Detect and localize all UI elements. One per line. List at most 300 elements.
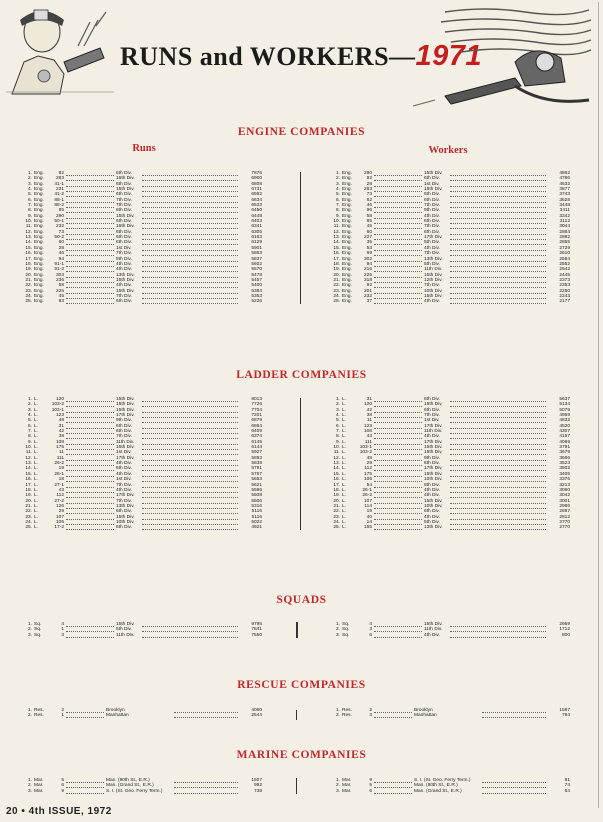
leader-dots [450,240,546,245]
count-cell: 3001 [559,498,570,504]
unit-type-cell: L. [34,487,39,493]
leader-dots [66,214,114,219]
count-cell: 2729 [559,245,570,251]
division-cell: 6th Div. [116,171,132,176]
count-cell: 3213 [559,482,570,488]
leader-dots [142,509,238,514]
unit-type-cell: Eng. [34,187,44,193]
unit-type-cell: Res. [342,708,352,713]
unit-number-cell: 19 [366,509,372,515]
rank-cell: 10. [333,219,340,225]
rank-cell: 13. [25,461,32,467]
unit-number-cell: 2 [61,708,64,713]
leader-dots [174,778,238,783]
division-cell: Brooklyn [106,708,125,713]
leader-dots [66,402,114,407]
leader-dots [66,789,104,794]
unit-type-cell: L. [34,397,39,402]
leader-dots [66,440,114,445]
ladder-companies-heading: LADDER COMPANIES [236,369,367,381]
count-cell: 8013 [251,397,262,402]
leader-dots [374,230,422,235]
leader-dots [374,294,422,299]
leader-dots [142,299,238,304]
division-cell: 15th Div. [116,622,135,627]
count-cell: 6879 [251,418,262,424]
division-cell: 6th Div. [116,208,132,214]
rank-cell: 14. [25,466,32,472]
unit-number-cell: 94 [58,256,64,262]
unit-type-cell: L. [34,402,39,408]
leader-dots [374,413,422,418]
leader-dots [374,445,422,450]
leader-dots [142,488,238,493]
unit-number-cell: 1 [61,627,64,633]
division-cell: 7th Div. [116,197,132,203]
count-cell: 4307 [559,429,570,435]
leader-dots [450,299,546,304]
leader-dots [142,214,238,219]
leader-dots [66,504,114,509]
unit-type-cell: Eng. [34,176,44,182]
leader-dots [142,429,238,434]
unit-number-cell: 58 [366,213,372,219]
leader-dots [374,493,422,498]
leader-dots [66,515,114,520]
leader-dots [450,461,546,466]
leader-dots [374,789,412,794]
rank-cell: 12. [25,455,32,461]
count-cell: 5596 [251,487,262,493]
count-cell: 2353 [559,283,570,289]
leader-dots [142,472,238,477]
unit-type-cell: L. [34,413,39,419]
division-cell: 5th Div. [116,627,132,633]
leader-dots [142,262,238,267]
column-divider [300,172,301,304]
unit-type-cell: L. [342,445,347,451]
count-cell: 5901 [251,245,262,251]
division-cell: 9th Div. [424,482,440,488]
unit-number-cell: 42 [58,429,64,435]
leader-dots [374,267,422,272]
unit-type-cell: L. [342,423,347,429]
rank-cell: 4. [27,187,32,193]
rank-cell: 18. [25,487,32,493]
leader-dots [374,622,422,627]
count-cell: 6163 [251,235,262,241]
leader-dots [142,176,238,181]
unit-number-cell: 123 [363,423,372,429]
unit-type-cell: L. [34,455,39,461]
count-cell: 74 [564,783,570,789]
count-cell: 3042 [559,493,570,499]
leader-dots [142,402,238,407]
count-cell: 2445 [559,272,570,278]
unit-type-cell: Eng. [34,192,44,198]
leader-dots [66,466,114,471]
unit-number-cell: 29 [58,509,64,515]
count-cell: 6144 [251,445,262,451]
leader-dots [142,504,238,509]
leader-dots [450,283,546,288]
leader-dots [450,214,546,219]
rank-cell: 17. [333,256,340,262]
division-cell: S. I. (St. Geo. Ferry Term.) [106,788,163,794]
rank-cell: 23. [25,514,32,520]
leader-dots [374,472,422,477]
leader-dots [66,434,114,439]
unit-type-cell: Eng. [342,176,352,182]
division-cell: 7th Div. [116,434,132,440]
unit-type-cell: L. [34,514,39,520]
leader-dots [142,283,238,288]
division-cell: 11th Div. [424,267,443,273]
unit-type-cell: Sq. [34,622,42,627]
unit-number-cell: 40 [366,514,372,520]
count-cell: 5316 [251,503,262,509]
count-cell: 1587 [559,708,570,713]
division-cell: 6th Div. [116,240,132,246]
leader-dots [374,278,422,283]
unit-type-cell: Sq. [342,632,350,638]
unit-type-cell: L. [342,493,347,499]
unit-type-cell: L. [34,450,39,456]
rescue-companies-heading: RESCUE COMPANIES [237,679,366,691]
division-cell: 15th Div. [116,445,135,451]
fire-scene-illustration [405,2,595,114]
count-cell: 3628 [559,197,570,203]
division-cell: 15th Div. [424,622,443,627]
unit-type-cell: L. [342,455,347,461]
rank-cell: 7. [27,203,32,209]
table-row [24,525,262,530]
leader-dots [450,289,546,294]
count-cell: 6592 [251,192,262,198]
rank-cell: 22. [333,509,340,515]
leader-dots [450,440,546,445]
rank-cell: 25. [25,525,32,531]
rank-cell: 1. [27,708,32,713]
count-cell: 4632 [559,181,570,187]
count-cell: 4786 [559,176,570,182]
leader-dots [66,499,114,504]
leader-dots [66,424,114,429]
leader-dots [66,461,114,466]
division-cell: 6th Div. [116,525,132,531]
division-cell: 9th Div. [424,455,440,461]
rank-cell: 2. [27,402,32,408]
leader-dots [142,257,238,262]
count-cell: 2584 [559,256,570,262]
division-cell: 10th Div. [424,477,443,483]
leader-dots [482,708,546,713]
unit-type-cell: L. [342,503,347,509]
leader-dots [142,294,238,299]
unit-type-cell: L. [34,509,39,515]
unit-type-cell: L. [34,525,39,531]
division-cell: 6th Div. [116,219,132,225]
leader-dots [482,778,546,783]
rank-cell: 13. [333,235,340,241]
count-cell: 6341 [251,224,262,230]
unit-type-cell: L. [342,407,347,413]
leader-dots [374,402,422,407]
leader-dots [66,483,114,488]
unit-type-cell: L. [342,477,347,483]
count-cell: 5116 [251,509,262,515]
count-cell: 784 [561,713,570,719]
rank-cell: 19. [333,493,340,499]
unit-number-cell: 28 [366,181,372,187]
leader-dots [374,208,422,213]
leader-dots [374,504,422,509]
unit-type-cell: Eng. [34,203,44,209]
leader-dots [374,783,412,788]
leader-dots [374,408,422,413]
unit-number-cell: 60 [366,229,372,235]
leader-dots [374,182,422,187]
unit-type-cell: Eng. [34,171,44,176]
unit-number-cell: 82 [366,176,372,182]
rank-cell: 2. [27,627,32,633]
unit-type-cell: Eng. [342,213,352,219]
division-cell: 7th Div. [424,251,440,257]
division-cell: 5th Div. [424,240,440,246]
leader-dots [374,273,422,278]
unit-type-cell: Eng. [34,299,44,305]
leader-dots [374,466,422,471]
rank-cell: 6. [27,423,32,429]
division-cell: 17th Div. [424,423,443,429]
leader-dots [142,198,238,203]
count-cell: 5079 [559,407,570,413]
unit-type-cell: Mar. [34,778,44,783]
unit-type-cell: L. [34,439,39,445]
leader-dots [450,187,546,192]
leader-dots [450,402,546,407]
unit-number-cell: 58 [58,283,64,289]
leader-dots [66,257,114,262]
leader-dots [374,257,422,262]
unit-number-cell: 41-1 [54,181,64,187]
unit-number-cell: 45 [58,293,64,299]
leader-dots [142,171,238,176]
unit-type-cell: Eng. [34,261,44,267]
division-cell: 6th Div. [116,181,132,187]
unit-type-cell: L. [342,413,347,419]
count-cell: 5400 [251,283,262,289]
unit-number-cell: 26-2 [362,493,372,499]
unit-number-cell: 92 [366,283,372,289]
unit-number-cell: 232 [55,224,64,230]
rank-cell: 14. [333,466,340,472]
unit-type-cell: L. [34,423,39,429]
leader-dots [66,633,114,638]
rank-cell: 20. [333,498,340,504]
marine-companies-heading: MARINE COMPANIES [236,749,367,761]
leader-dots [142,525,238,530]
division-cell: Man. (90th St., E.R.) [414,783,458,789]
division-cell: 4th Div. [424,245,440,251]
unit-type-cell: Mar. [342,788,352,794]
unit-type-cell: Eng. [342,235,352,241]
count-cell: 3679 [559,450,570,456]
division-cell: 1st Div. [424,418,440,424]
unit-number-cell: 283 [363,187,372,193]
leader-dots [66,273,114,278]
leader-dots [450,413,546,418]
rank-cell: 2. [335,783,340,789]
rank-cell: 8. [27,434,32,440]
engine-companies-heading: ENGINE COMPANIES [237,126,366,138]
leader-dots [142,627,238,632]
unit-type-cell: Eng. [34,293,44,299]
division-cell: 4th Div. [116,267,132,273]
leader-dots [374,525,422,530]
leader-dots [450,397,546,402]
count-cell: 3448 [559,203,570,209]
division-cell: 4th Div. [424,487,440,493]
unit-type-cell: L. [342,525,347,531]
leader-dots [450,633,546,638]
count-cell: 738 [253,788,262,794]
leader-dots [450,235,546,240]
unit-type-cell: Sq. [34,627,42,633]
rank-cell: 8. [335,434,340,440]
leader-dots [374,499,422,504]
division-cell: 5th Div. [424,519,440,525]
unit-number-cell: 318 [363,277,372,283]
count-cell: 2882 [559,235,570,241]
table-row [332,299,570,304]
leader-dots [450,483,546,488]
leader-dots [142,235,238,240]
unit-type-cell: L. [342,429,347,435]
leader-dots [374,214,422,219]
rank-cell: 5. [335,418,340,424]
count-cell: 5893 [251,455,262,461]
unit-number-cell: 111 [364,439,372,445]
division-cell: 6th Div. [116,299,132,305]
count-cell: 2770 [559,525,570,531]
unit-type-cell: Eng. [34,267,44,273]
leader-dots [66,493,114,498]
count-cell: 2552 [559,261,570,267]
division-cell: Manhattan [414,713,437,719]
unit-number-cell: 225 [55,288,64,294]
leader-dots [174,783,238,788]
leader-dots [66,408,114,413]
count-cell: 5478 [251,272,262,278]
unit-type-cell: Eng. [342,224,352,230]
unit-number-cell: 35 [366,240,372,246]
leader-dots [142,182,238,187]
division-cell: 6th Div. [424,461,440,467]
leader-dots [374,176,422,181]
division-cell: 7th Div. [424,224,440,230]
unit-type-cell: Eng. [34,283,44,289]
squads-heading: SQUADS [276,594,327,606]
unit-type-cell: Eng. [34,256,44,262]
unit-number-cell: 82 [366,197,372,203]
rank-cell: 13. [25,235,32,241]
leader-dots [142,483,238,488]
rank-cell: 24. [25,519,32,525]
leader-dots [142,461,238,466]
division-cell: 15th Div. [116,288,135,294]
leader-dots [374,520,422,525]
count-cell: 5506 [251,498,262,504]
unit-number-cell: 103-2 [359,450,372,456]
unit-type-cell: Eng. [34,224,44,230]
unit-number-cell: 3 [61,632,64,638]
unit-number-cell: 232 [363,293,372,299]
leader-dots [142,413,238,418]
leader-dots [374,461,422,466]
count-cell: 7704 [251,407,262,413]
leader-dots [450,198,546,203]
leader-dots [450,525,546,530]
leader-dots [66,262,114,267]
leader-dots [450,251,546,256]
leader-dots [174,713,238,718]
unit-number-cell: 155 [363,525,372,531]
count-cell: 6448 [251,213,262,219]
leader-dots [66,429,114,434]
division-cell: 7th Div. [116,482,132,488]
count-cell: 5637 [559,397,570,402]
unit-number-cell: 31 [366,397,372,402]
count-cell: 3376 [559,477,570,483]
count-cell: 3112 [559,219,570,225]
count-cell: 1712 [559,627,570,633]
count-cell: 6450 [251,208,262,214]
rank-cell: 1. [27,622,32,627]
division-cell: 6th Div. [424,229,440,235]
division-cell: 1st Div. [424,181,440,187]
unit-number-cell: 2 [369,708,372,713]
rank-cell: 17. [333,482,340,488]
division-cell: 6th Div. [116,466,132,472]
marine-workers-table [332,778,570,794]
count-cell: 3566 [559,455,570,461]
leader-dots [374,240,422,245]
division-cell: 15th Div. [116,187,135,193]
division-cell: 7th Div. [116,498,132,504]
division-cell: 15th Div. [116,213,135,219]
rank-cell: 10. [25,445,32,451]
count-cell: 2610 [559,251,570,257]
division-cell: 15th Div. [424,171,443,176]
rank-cell: 1. [27,171,32,176]
unit-number-cell: 4 [61,622,64,627]
unit-number-cell: 114 [364,503,372,509]
count-cell: 2855 [559,240,570,246]
count-cell: 3044 [559,224,570,230]
unit-type-cell: Eng. [34,251,44,257]
rank-cell: 1. [27,397,32,402]
rank-cell: 17. [25,482,32,488]
unit-type-cell: Eng. [342,267,352,273]
leader-dots [374,224,422,229]
rank-cell: 3. [335,181,340,187]
leader-dots [66,171,114,176]
leader-dots [374,219,422,224]
leader-dots [450,278,546,283]
count-cell: 2373 [559,277,570,283]
count-cell: 5791 [251,466,262,472]
